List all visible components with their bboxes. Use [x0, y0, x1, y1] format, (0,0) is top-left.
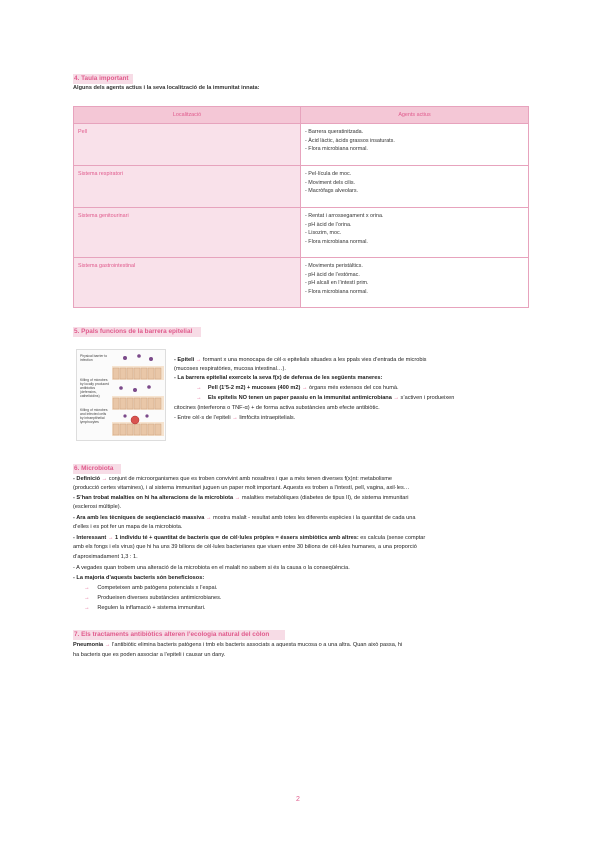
arrow-icon: → — [196, 395, 202, 401]
section-7-heading: 7. Els tractaments antibiòtics alteren l’ecologia natural del còlon — [73, 630, 285, 640]
section-6-line — [73, 475, 392, 483]
agent-item: - Flora microbiana normal. — [305, 289, 368, 296]
section-5-line — [174, 356, 426, 364]
malalties-text: malalties metabòliques (diabetes de tipus II), de sistema immunitari — [241, 495, 409, 501]
definicio-text: conjunt de microorganismes que es troben convivint amb nosaltres i que a més tenen diverses f(x)nt: metabolisme — [108, 476, 393, 482]
table-cell-agents — [301, 208, 529, 258]
entre-text: limfòcits intraepitelials. — [239, 415, 296, 421]
section-6-line: - A vegades quan trobem una alteració de la microbiota en el malalt no sabem si és la causa o la conseqüència. — [73, 565, 350, 571]
arrow-icon: → — [232, 415, 238, 421]
section-5-subline — [196, 394, 454, 402]
table-cell-location: Sistema gastrointestinal — [74, 258, 301, 308]
list-item — [84, 584, 217, 592]
benefit-text: Produeixen diverses substàncies antimicrobianes. — [97, 595, 222, 601]
table-cell-agents — [301, 258, 529, 308]
table-cell-agents — [301, 166, 529, 208]
section-6-line — [73, 534, 425, 542]
section-6-line — [73, 514, 415, 522]
section-7-line: ha bacteris que es poden associar a l’epiteli i causar un dany. — [73, 652, 226, 658]
table-row — [74, 124, 529, 166]
innate-immunity-table — [73, 106, 529, 308]
table-header-cell: Localització — [74, 107, 301, 124]
table-cell-location: Sistema respiratori — [74, 166, 301, 208]
arrow-icon: → — [301, 385, 308, 391]
table-cell-location: Sistema genitourinari — [74, 208, 301, 258]
agent-item: - Barrera queratinitzada. — [305, 129, 364, 135]
figure-label: Killing of microbes and infected cells by intraepithelial lymphocytes — [80, 408, 108, 424]
pell-term: Pell (1’5-2 m2) + mucoses (400 m2) — [207, 385, 301, 391]
page-number: 2 — [296, 796, 300, 803]
agent-item: - pH alcalí en l’intestí prim. — [305, 280, 369, 287]
agent-item: - Moviment dels cilis. — [305, 179, 356, 186]
table-header-row — [74, 107, 529, 124]
agent-item: - Macròfags alveolars. — [305, 188, 359, 195]
table-row — [74, 166, 529, 208]
arrow-icon: → — [196, 385, 202, 391]
malalties-term: - S’han trobat malalties on hi ha alteracions de la microbiota — [73, 495, 234, 501]
agent-item: - Flora microbiana normal. — [305, 239, 368, 246]
agent-item: - Pel·lícula de moc. — [305, 171, 352, 177]
entre-term: - Entre cèl·s de l’epiteli — [174, 415, 231, 421]
agent-item: - Àcid làctic, àcids grassos insaturats. — [305, 137, 395, 144]
table-row — [74, 258, 529, 308]
pneumonia-text: l’antibiòtic elimina bacteris patògens i tmb els bacteris associats a aquesta mucosa o a una altra. Quan això passa, hi — [111, 642, 403, 648]
section-6-line — [73, 494, 408, 502]
agent-item: - Moviments peristàltics. — [305, 263, 363, 269]
table-cell-agents — [301, 124, 529, 166]
section-5-line: (mucoses respiratòries, mucosa intestinal…). — [174, 366, 286, 372]
section-7-line — [73, 641, 402, 649]
section-4-intro: Alguns dels agents actius i la seva localització de la immunitat innata: — [73, 85, 260, 91]
pneumonia-term: Pneumonia — [73, 642, 104, 648]
arrow-icon: → — [205, 515, 212, 521]
section-5-line: citocines (interferons o TNF-α) + de forma activa substàncies amb efecte antibiòtic. — [174, 405, 380, 411]
table-cell-location: Pell — [74, 124, 301, 166]
section-6-line: (producció certes vitamines), i al sistema immunitari juguen un paper molt important. Aquests es troben a l’intestí, pell, vagina, axil·les… — [73, 485, 410, 491]
section-6-line: d’aproximadament 1,3 : 1. — [73, 554, 138, 560]
section-6-line: amb els fongs i els virus) que hi ha uns 39 bilions de cèl·lules bacterianes que viuen entre 30 bilions de cèl·lules humanes, a una proporció — [73, 544, 417, 550]
section-5-line: - La barrera epitelial exerceix la seva f(x) de defensa de les següents maneres: — [174, 375, 383, 381]
agent-item: - Flora microbiana normal. — [305, 146, 368, 153]
figure-label: Physical barrier to infection — [80, 354, 108, 362]
agent-item: - pH àcid de l’estómac. — [305, 271, 360, 278]
section-6-line: - La majoria d’aquests bacteris són beneficiosos: — [73, 575, 205, 581]
arrow-icon: → — [234, 495, 241, 501]
epithelial-barrier-figure — [76, 349, 166, 441]
arrow-icon: → — [84, 585, 90, 591]
arrow-icon: → — [107, 535, 114, 541]
definicio-term: - Definició — [73, 476, 101, 482]
table-header-cell: Agents actius — [301, 107, 529, 124]
benefit-text: Regulen la inflamació + sistema immunitari. — [97, 605, 206, 611]
sequenciacio-term: - Ara amb les tècniques de seqüenciació massiva — [73, 515, 205, 521]
section-5-subline — [196, 384, 399, 392]
agent-item: - pH àcid de l’orina. — [305, 221, 352, 228]
agent-item: - Rentat i arrossegament x orina. — [305, 213, 384, 219]
section-6-line: (esclerosi múltiple). — [73, 504, 122, 510]
section-5-heading: 5. Ppals funcions de la barrera epitelial — [73, 327, 201, 337]
sequenciacio-text: mostra malalt - resultat amb totes les diferents espècies i la quantitat de cada una — [213, 515, 416, 521]
epiteli-text: formant x una monocapa de cèl·s epitelials situades a les ppals vies d’entrada de microbis — [202, 357, 427, 363]
arrow-icon: → — [84, 595, 90, 601]
figure-label: Killing of microbes by locally produced antibiotics (defensins, cathelicidins) — [80, 378, 110, 398]
arrow-icon: → — [104, 642, 111, 648]
benefit-text: Competeixen amb patògens potencials x l’espai. — [97, 585, 218, 591]
interessant-bold: 1 individu té + quantitat de bacteris que de cèl·lules pròpies = éssers simbiòtics amb altres: — [114, 535, 359, 541]
epiteli-term: - Epiteli — [174, 357, 195, 363]
epitelis-text: s’activen i produeixen — [400, 395, 455, 401]
interessant-term: - Interessant — [73, 535, 107, 541]
arrow-icon: → — [101, 476, 108, 482]
arrow-icon: → — [195, 357, 202, 363]
agent-item: - Lisozim, moc. — [305, 230, 342, 237]
section-5-line — [174, 414, 295, 422]
arrow-icon: → — [393, 395, 399, 401]
interessant-text: es calcula (sense comptar — [360, 535, 426, 541]
list-item — [84, 594, 221, 602]
section-6-line: d’elles i es pot fer un mapa de la microbiota. — [73, 524, 183, 530]
section-6-heading: 6. Microbiota — [73, 464, 121, 474]
pell-text: òrgans més extensos del cos humà. — [309, 385, 399, 391]
list-item — [84, 604, 205, 612]
epitelis-term: Els epitelis NO tenen un paper passiu en la immunitat antimicrobiana — [207, 395, 392, 401]
table-row — [74, 208, 529, 258]
arrow-icon: → — [84, 605, 90, 611]
section-4-heading: 4. Taula important — [73, 74, 133, 84]
